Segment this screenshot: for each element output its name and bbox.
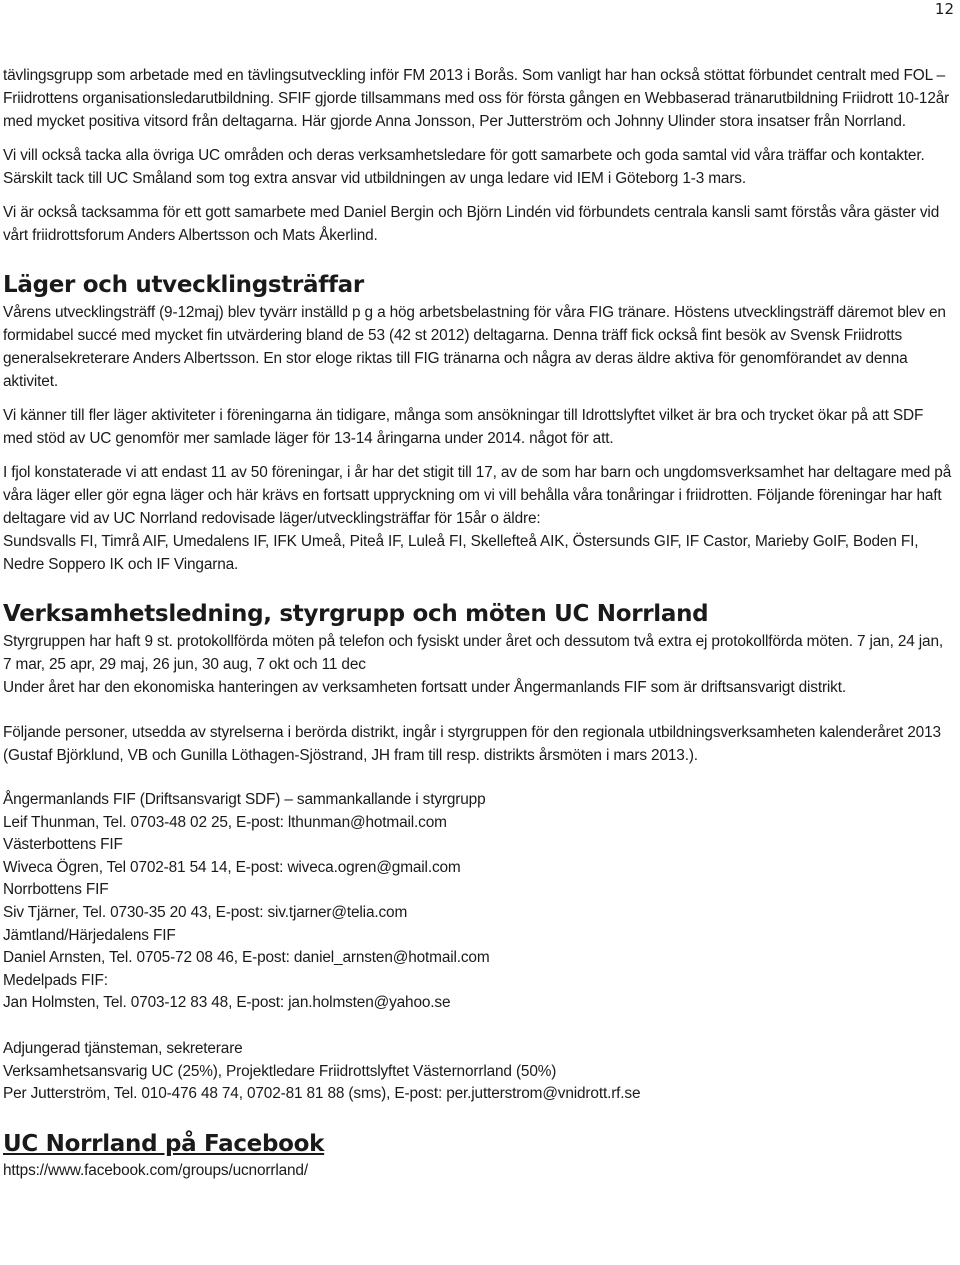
contact-line: Västerbottens FIF [3, 836, 123, 854]
verksamhet-paragraph-3: Följande personer, utsedda av styrelserna i berörda distrikt, ingår i styrgruppen för den regionala utbildningsverksamheten kalenderåret 2013 (Gustaf Björklund, VB och Gunilla Löthagen-Sjöstrand, JH fram till resp. distrikts årsmöten i mars 2013.). [3, 724, 941, 764]
page-number: 12 [934, 0, 954, 18]
lager-paragraph-2: Vi känner till fler läger aktiviteter i föreningarna än tidigare, många som ansökningar till Idrottslyftet vilket är bra och trycket ökar på att SDF med stöd av UC genomför mer samlade läger för 13-14 åringarna under 2014. något för att. [3, 407, 924, 447]
contact-line: Ångermanlands FIF (Driftsansvarigt SDF) – sammankallande i styrgrupp [3, 791, 486, 808]
heading-facebook[interactable]: UC Norrland på Facebook [3, 1130, 325, 1157]
lager-paragraph-1: Vårens utvecklingsträff (9-12maj) blev tyvärr inställd p g a hög arbetsbelastning för våra FIG tränare. Höstens utvecklingsträff däremot blev en formidabel succé med mycket fin utvärdering bland de 53 (42 st 2012) deltagarna. Denna träff fick också fint besök av Svensk Friidrotts generalsekreterare Anders Albertsson. En stor eloge riktas till FIG tränarna och några av deras äldre aktiva för genomförandet av denna aktivitet. [3, 304, 946, 390]
staff-line: Adjungerad tjänsteman, sekreterare [3, 1039, 243, 1057]
contact-line: Siv Tjärner, Tel. 0730-35 20 43, E-post: siv.tjarner@telia.com [3, 903, 408, 921]
contact-line: Norrbottens FIF [3, 881, 109, 899]
document-body [3, 64, 955, 1182]
contact-line: Wiveca Ögren, Tel 0702-81 54 14, E-post: wiveca.ogren@gmail.com [3, 858, 461, 876]
contact-line: Leif Thunman, Tel. 0703-48 02 25, E-post: lthunman@hotmail.com [3, 813, 447, 831]
staff-line: Verksamhetsansvarig UC (25%), Projektledare Friidrottslyftet Västernorrland (50%) [3, 1062, 557, 1080]
intro-paragraph-3: Vi är också tacksamma för ett gott samarbete med Daniel Bergin och Björn Lindén vid förbundets centrala kansli samt förstås våra gäster vid vårt friidrottsforum Anders Albertsson och Mats Åkerlind. [3, 204, 940, 244]
staff-info [3, 1038, 955, 1106]
contact-line: Jämtland/Härjedalens FIF [3, 926, 176, 944]
heading-lager: Läger och utvecklingsträffar [3, 272, 364, 298]
intro-paragraph-1: tävlingsgrupp som arbetade med en tävlingsutveckling inför FM 2013 i Borås. Som vanligt har han också stöttat förbundet centralt med FOL – Friidrottens organisationsledarutbildning. SFIF gjorde tillsammans med oss för första gången en Webbaserad tränarutbildning Friidrott 10-12år med mycket positiva vitsord från deltagarna. Här gjorde Anna Jonsson, Per Jutterström och Johnny Ulinder stora insatser från Norrland. [3, 67, 950, 130]
verksamhet-paragraph-1: Styrgruppen har haft 9 st. protokollförda möten på telefon och fysiskt under året och dessutom två extra ej protokollförda möten. 7 jan, 24 jan, 7 mar, 25 apr, 29 maj, 26 jun, 30 aug, 7 okt och 11 dec [3, 633, 944, 673]
contact-line: Medelpads FIF: [3, 971, 108, 989]
facebook-link[interactable]: https://www.facebook.com/groups/ucnorrland/ [3, 1161, 308, 1179]
intro-paragraph-2: Vi vill också tacka alla övriga UC områden och deras verksamhetsledare för gott samarbete och goda samtal vid våra träffar och kontakter. Särskilt tack till UC Småland som tog extra ansvar vid utbildningen av unga ledare vid IEM i Göteborg 1-3 mars. [3, 147, 925, 187]
lager-club-list: Sundsvalls FI, Timrå AIF, Umedalens IF, IFK Umeå, Piteå IF, Luleå FI, Skellefteå AIK, Östersunds GIF, IF Castor, Marieby GoIF, Boden FI, Nedre Soppero IK och IF Vingarna. [3, 533, 919, 573]
contact-line: Daniel Arnsten, Tel. 0705-72 08 46, E-post: daniel_arnsten@hotmail.com [3, 949, 490, 967]
contact-line: Jan Holmsten, Tel. 0703-12 83 48, E-post: jan.holmsten@yahoo.se [3, 994, 451, 1012]
lager-paragraph-3: I fjol konstaterade vi att endast 11 av 50 föreningar, i år har det stigit till 17, av de som har barn och ungdomsverksamhet har deltagare med på våra läger eller gör egna läger och här krävs en fortsatt uppryckning om vi vill behålla våra tonåringar i friidrotten. Följande föreningar har haft deltagare vid av UC Norrland redovisade läger/utvecklingsträffar för 15år o äldre: [3, 464, 952, 527]
heading-verksamhet: Verksamhetsledning, styrgrupp och möten UC Norrland [3, 601, 709, 627]
verksamhet-paragraph-2: Under året har den ekonomiska hanteringen av verksamheten fortsatt under Ångermanlands FIF som är driftsansvarigt distrikt. [3, 679, 846, 696]
contact-list [3, 789, 955, 1015]
staff-line: Per Jutterström, Tel. 010-476 48 74, 0702-81 81 88 (sms), E-post: per.jutterstrom@vnidrott.rf.se [3, 1085, 641, 1103]
